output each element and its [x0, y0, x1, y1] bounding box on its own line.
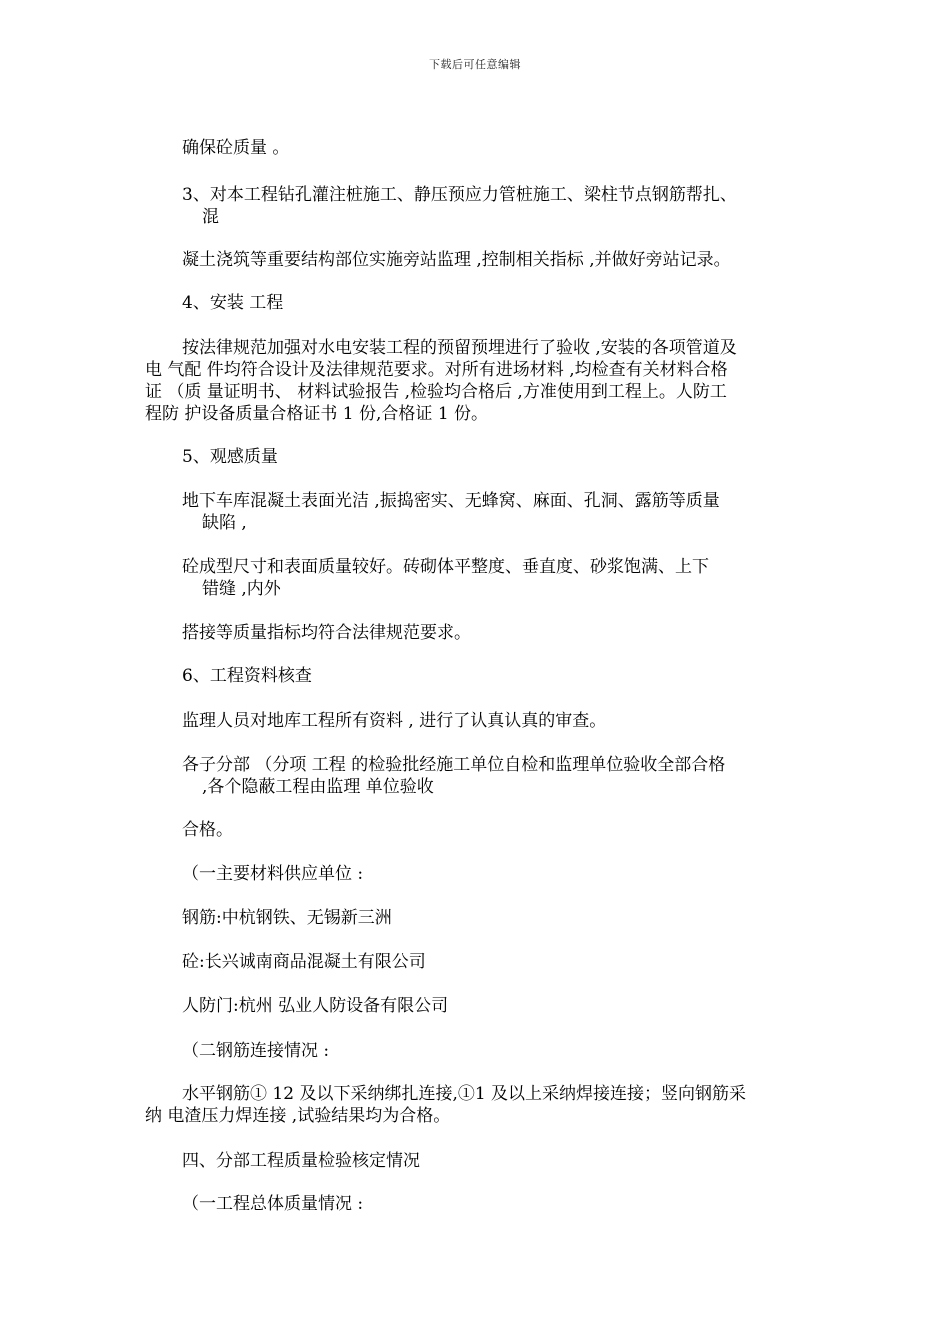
- paragraph-line: 程防 护设备质量合格证书 1 份,合格证 1 份。: [145, 404, 489, 424]
- paragraph-line: 按法律规范加强对水电安装工程的预留预埋进行了验收 ,安装的各项管道及: [182, 338, 737, 358]
- section-heading: 5、观感质量: [182, 447, 278, 467]
- paragraph-line: 水平钢筋① 12 及以下采纳绑扎连接,①1 及以上采纳焊接连接；竖向钢筋采: [182, 1084, 747, 1104]
- sub-heading: （二钢筋连接情况 :: [182, 1041, 330, 1061]
- paragraph-line: 缺陷 ,: [202, 513, 247, 533]
- paragraph-line: 地下车库混凝土表面光洁 ,振捣密实、无蜂窝、麻面、孔洞、露筋等质量: [182, 491, 720, 511]
- paragraph-line: 错缝 ,内外: [202, 579, 281, 599]
- paragraph-line: 混: [202, 207, 219, 227]
- paragraph: 确保砼质量 。: [182, 138, 290, 158]
- paragraph: 搭接等质量指标均符合法律规范要求。: [182, 623, 471, 643]
- paragraph: 钢筋:中杭钢铁、无锡新三洲: [182, 908, 392, 928]
- paragraph-line: 3、对本工程钻孔灌注桩施工、静压预应力管桩施工、梁柱节点钢筋帮扎、: [182, 185, 737, 205]
- paragraph-line: 证 （质 量证明书、 材料试验报告 ,检验均合格后 ,方准使用到工程上。人防工: [145, 382, 727, 402]
- section-heading: 四、分部工程质量检验核定情况: [182, 1151, 420, 1171]
- paragraph: 监理人员对地库工程所有资料 , 进行了认真认真的审查。: [182, 711, 607, 731]
- paragraph-line: ,各个隐蔽工程由监理 单位验收: [202, 777, 434, 797]
- sub-heading: （一主要材料供应单位 :: [182, 864, 364, 884]
- page-header: 下载后可任意编辑: [429, 58, 521, 71]
- section-heading: 4、安装 工程: [182, 293, 284, 313]
- section-heading: 6、工程资料核查: [182, 666, 312, 686]
- paragraph: 人防门:杭州 弘业人防设备有限公司: [182, 996, 449, 1016]
- paragraph-line: 纳 电渣压力焊连接 ,试验结果均为合格。: [145, 1106, 451, 1126]
- sub-heading: （一工程总体质量情况 :: [182, 1194, 364, 1214]
- paragraph: 合格。: [182, 820, 233, 840]
- paragraph-line: 砼成型尺寸和表面质量较好。砖砌体平整度、垂直度、砂浆饱满、上下: [182, 557, 709, 577]
- paragraph-line: 电 气配 件均符合设计及法律规范要求。对所有进场材料 ,均检查有关材料合格: [145, 360, 728, 380]
- paragraph: 凝土浇筑等重要结构部位实施旁站监理 ,控制相关指标 ,并做好旁站记录。: [182, 250, 731, 270]
- paragraph-line: 各子分部 （分项 工程 的检验批经施工单位自检和监理单位验收全部合格: [182, 755, 726, 775]
- paragraph: 砼:长兴诚南商品混凝土有限公司: [182, 952, 426, 972]
